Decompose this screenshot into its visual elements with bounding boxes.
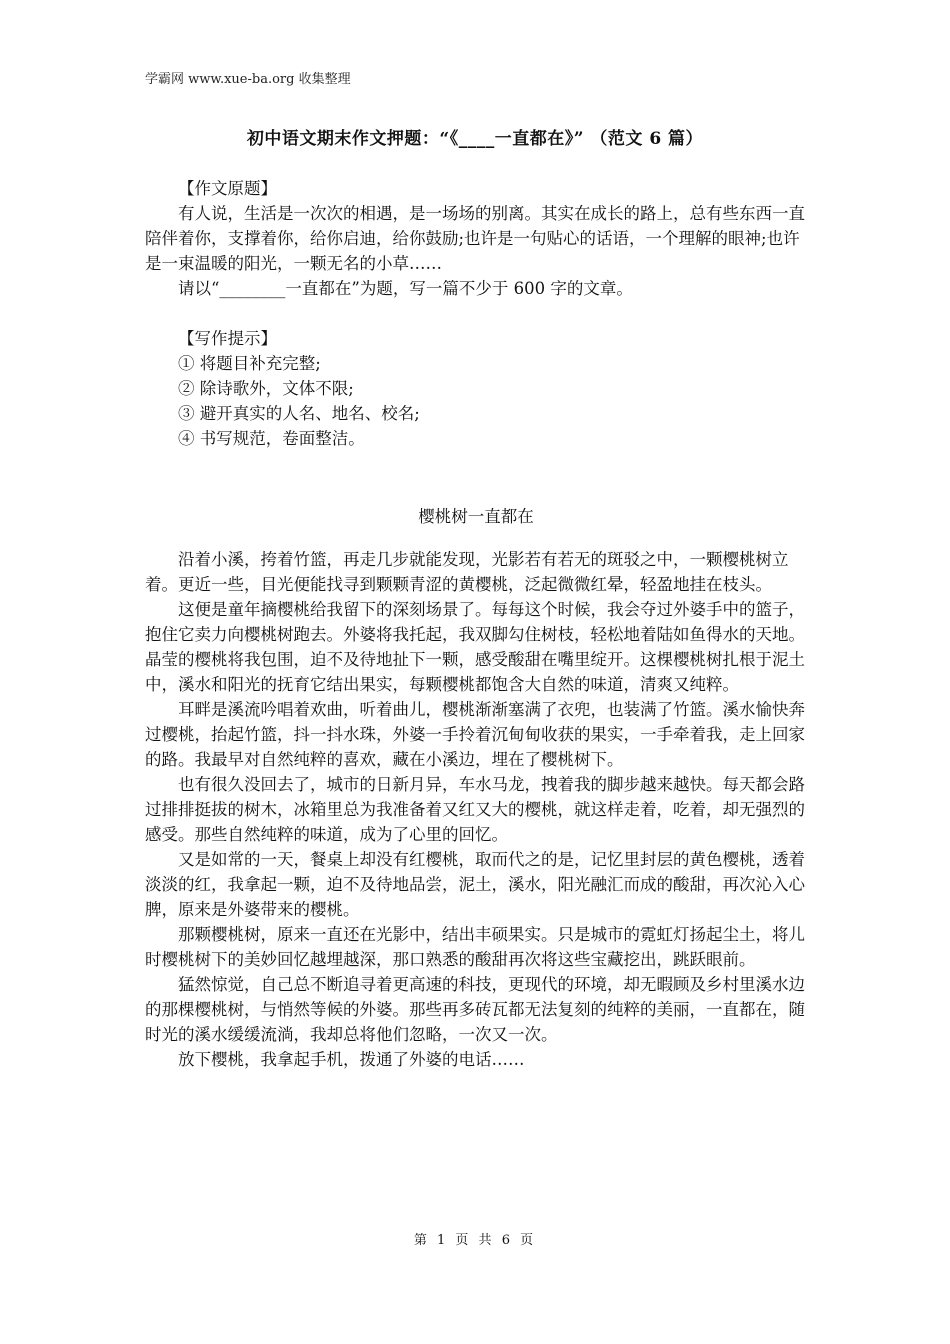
essay-paragraph: 放下樱桃，我拿起手机，拨通了外婆的电话…… [178, 1050, 525, 1069]
essay-paragraph: 也有很久没回去了，城市的日新月异，车水马龙，拽着我的脚步越来越快。每天都会路过排排挺拔的树木，冰箱里总为我准备着又红又大的樱桃，就这样走着，吃着，却无强烈的感受。那些自然纯粹的味道，成为了心里的回忆。 [145, 775, 805, 844]
tip-item: ① 将题目补充完整; [178, 354, 321, 373]
prompt-instruction: 请以“________一直都在”为题，写一篇不少于 600 字的文章。 [178, 279, 633, 298]
essay-title: 樱桃树一直都在 [418, 507, 534, 526]
essay-paragraph: 那颗樱桃树，原来一直还在光影中，结出丰硕果实。只是城市的霓虹灯扬起尘土，将儿时樱桃树下的美妙回忆越埋越深，那口熟悉的酸甜再次将这些宝藏挖出，跳跃眼前。 [145, 925, 805, 969]
essay-paragraph: 这便是童年摘樱桃给我留下的深刻场景了。每每这个时候，我会夺过外婆手中的篮子，抱住它卖力向樱桃树跑去。外婆将我托起，我双脚勾住树枝，轻松地着陆如鱼得水的天地。晶莹的樱桃将我包围，迫不及待地扯下一颗，感受酸甜在嘴里绽开。这棵樱桃树扎根于泥土中，溪水和阳光的抚育它结出果实，每颗樱桃都饱含大自然的味道，清爽又纯粹。 [145, 600, 805, 694]
essay-paragraph: 沿着小溪，挎着竹篮，再走几步就能发现，光影若有若无的斑驳之中，一颗樱桃树立着。更近一些，目光便能找寻到颗颗青涩的黄樱桃，泛起微微红晕，轻盈地挂在枝头。 [145, 550, 789, 594]
essay-paragraph: 猛然惊觉，自己总不断追寻着更高速的科技，更现代的环境，却无暇顾及乡村里溪水边的那棵樱桃树，与悄然等候的外婆。那些再多砖瓦都无法复刻的纯粹的美丽，一直都在，随时光的溪水缓缓流淌，我却总将他们忽略，一次又一次。 [145, 975, 805, 1044]
document-body [145, 176, 807, 1072]
tip-item: ③ 避开真实的人名、地名、校名; [178, 404, 420, 423]
page-header: 学霸网 www.xue-ba.org 收集整理 [145, 72, 351, 87]
prompt-text: 有人说，生活是一次次的相遇，是一场场的别离。其实在成长的路上，总有些东西一直陪伴着你，支撑着你，给你启迪，给你鼓励;也许是一句贴心的话语，一个理解的眼神;也许是一束温暖的阳光，一颗无名的小草…… [145, 204, 805, 273]
document-title: 初中语文期末作文押题：“《____一直都在》” （范文 6 篇） [246, 129, 704, 149]
tips-label: 【写作提示】 [178, 329, 277, 348]
prompt-label: 【作文原题】 [178, 179, 277, 198]
tip-item: ④ 书写规范，卷面整洁。 [178, 429, 365, 448]
page-footer: 第 1 页 共 6 页 [413, 1233, 537, 1248]
essay-paragraph: 又是如常的一天，餐桌上却没有红樱桃，取而代之的是，记忆里封层的黄色樱桃，透着淡淡的红，我拿起一颗，迫不及待地品尝，泥土，溪水，阳光融汇而成的酸甜，再次沁入心脾，原来是外婆带来的樱桃。 [145, 850, 805, 919]
essay-paragraph: 耳畔是溪流吟唱着欢曲，听着曲儿，樱桃渐渐塞满了衣兜，也装满了竹篮。溪水愉快奔过樱桃，抬起竹篮，抖一抖水珠，外婆一手拎着沉甸甸收获的果实，一手牵着我，走上回家的路。我最早对自然纯粹的喜欢，藏在小溪边，埋在了樱桃树下。 [145, 700, 805, 769]
tip-item: ② 除诗歌外，文体不限; [178, 379, 354, 398]
